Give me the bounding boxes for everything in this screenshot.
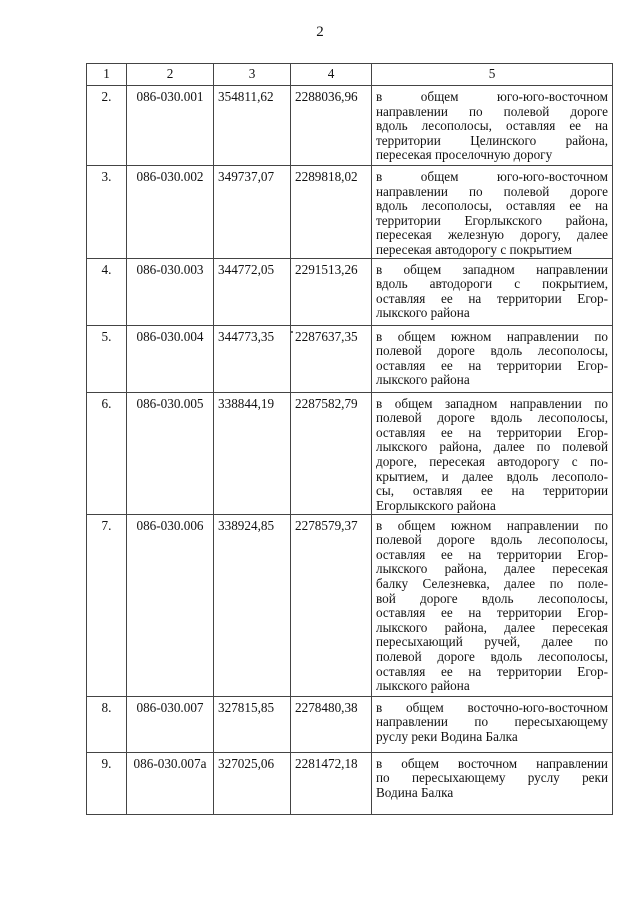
header-col-3: 3 (214, 64, 291, 86)
table-row (87, 325, 613, 392)
boundary-description (372, 514, 613, 696)
description-line: оставляя ее на территории Егор- (376, 663, 608, 679)
table-body (87, 86, 613, 815)
description-line: пересекая проселочную дорогу (376, 147, 553, 163)
table-row (87, 514, 613, 696)
description-line: в общем западном направлении (376, 261, 608, 277)
description-line: оставляя ее на территории Егор- (376, 290, 608, 306)
description-line: по пересыхающему руслу реки (376, 770, 608, 786)
row-number: 5. (87, 325, 127, 392)
description-line: вдоль лесополосы, оставляя ее на (376, 118, 608, 134)
description-line: полевой дороге вдоль лесополосы, (376, 343, 608, 359)
coordinate-y: 2278480,38 (291, 696, 372, 752)
description-line: полевой дороге вдоль лесополосы, (376, 648, 608, 664)
coordinate-x: 349737,07 (214, 166, 291, 259)
point-code: 086-030.004 (127, 325, 214, 392)
coordinate-x: 327025,06 (214, 752, 291, 814)
description-line: лыкского района (376, 305, 470, 321)
point-code: 086-030.003 (127, 258, 214, 325)
description-line: лыкского района, далее пересекая (376, 561, 608, 577)
description-line: оставляя ее на территории Егор- (376, 605, 608, 621)
point-code: 086-030.007 (127, 696, 214, 752)
description-line: пересекая автодорогу с покрытием (376, 241, 573, 257)
boundary-description (372, 752, 613, 814)
description-line: направлении по полевой дороге (376, 183, 608, 199)
coordinate-y: 2287582,79 (291, 392, 372, 514)
row-number: 7. (87, 514, 127, 696)
description-line: пересекая железную дорогу, далее (376, 227, 608, 243)
description-line: в общем юго-юго-восточном (376, 89, 608, 104)
boundary-description (372, 325, 613, 392)
boundary-description (372, 696, 613, 752)
description-line: вой дороге вдоль лесополосы, (376, 590, 608, 606)
coordinate-x: 338924,85 (214, 514, 291, 696)
description-line: в общем южном направлении по (376, 517, 608, 533)
header-col-5: 5 (372, 64, 613, 86)
description-line: пересыхающий ручей, далее по (376, 634, 608, 650)
page-number: 2 (316, 24, 324, 40)
description-line: полевой дороге вдоль лесополосы, (376, 410, 608, 426)
description-line: руслу реки Водина Балка (376, 728, 518, 744)
description-line: направлении по полевой дороге (376, 103, 608, 119)
description-line: дороге, пересекая автодорогу с по- (376, 453, 608, 469)
description-line: в общем юго-юго-восточном (376, 169, 608, 184)
table-row (87, 258, 613, 325)
point-code: 086-030.007а (127, 752, 214, 814)
table-row (87, 752, 613, 814)
row-number: 4. (87, 258, 127, 325)
description-line: в общем восточно-юго-восточном (376, 699, 608, 715)
description-line: полевой дороге вдоль лесополосы, (376, 532, 608, 548)
coordinate-x: 344772,05 (214, 258, 291, 325)
point-code: 086-030.005 (127, 392, 214, 514)
description-line: балку Селезневка, далее по поле- (376, 575, 608, 591)
description-line: оставляя ее на территории Егор- (376, 357, 608, 373)
coordinate-x: 338844,19 (214, 392, 291, 514)
boundary-table (86, 63, 613, 815)
description-line: оставляя ее на территории Егор- (376, 424, 608, 440)
row-number: 2. (87, 86, 127, 166)
description-line: оставляя ее на территории Егор- (376, 546, 608, 562)
boundary-description (372, 392, 613, 514)
description-line: сы, оставляя ее на территории (376, 483, 608, 499)
point-code: 086-030.002 (127, 166, 214, 259)
coordinate-y: 2281472,18 (291, 752, 372, 814)
description-line: территории Целинского района, (376, 132, 608, 148)
description-line: лыкского района (376, 678, 470, 694)
table-row (87, 86, 613, 166)
coordinate-y: 2287637,35 (291, 325, 372, 392)
description-line: лыкского района, далее по полевой (376, 439, 608, 455)
coordinate-y: 2278579,37 (291, 514, 372, 696)
row-number: 3. (87, 166, 127, 259)
description-line: лыкского района (376, 372, 470, 388)
boundary-description (372, 86, 613, 166)
description-line: лыкского района, далее пересекая (376, 619, 608, 635)
coordinate-x: 354811,62 (214, 86, 291, 166)
description-line: в общем южном направлении по (376, 328, 608, 344)
table-row (87, 696, 613, 752)
table-row (87, 392, 613, 514)
description-line: Егорлыкского района (376, 497, 496, 513)
header-col-4: 4 (291, 64, 372, 86)
coordinate-x: 344773,35 (214, 325, 291, 392)
row-number: 8. (87, 696, 127, 752)
point-code: 086-030.006 (127, 514, 214, 696)
point-code: 086-030.001 (127, 86, 214, 166)
boundary-description (372, 258, 613, 325)
description-line: в общем восточном направлении (376, 755, 608, 771)
boundary-description (372, 166, 613, 259)
header-col-1: 1 (87, 64, 127, 86)
description-line: в общем западном направлении по (376, 395, 608, 411)
coordinate-x: 327815,85 (214, 696, 291, 752)
description-line: Водина Балка (376, 784, 454, 800)
scan-speck (291, 331, 293, 333)
row-number: 6. (87, 392, 127, 514)
row-number: 9. (87, 752, 127, 814)
table-header-row (87, 64, 613, 86)
description-line: вдоль автодороги с покрытием, (376, 276, 608, 292)
header-col-2: 2 (127, 64, 214, 86)
description-line: направлении по пересыхающему (376, 714, 608, 730)
coordinate-y: 2291513,26 (291, 258, 372, 325)
description-line: территории Егорлыкского района, (376, 212, 608, 228)
description-line: вдоль лесополосы, оставляя ее на (376, 198, 608, 214)
coordinate-y: 2288036,96 (291, 86, 372, 166)
description-line: крытием, и далее вдоль лесополо- (376, 468, 608, 484)
table-row (87, 166, 613, 259)
coordinate-y: 2289818,02 (291, 166, 372, 259)
